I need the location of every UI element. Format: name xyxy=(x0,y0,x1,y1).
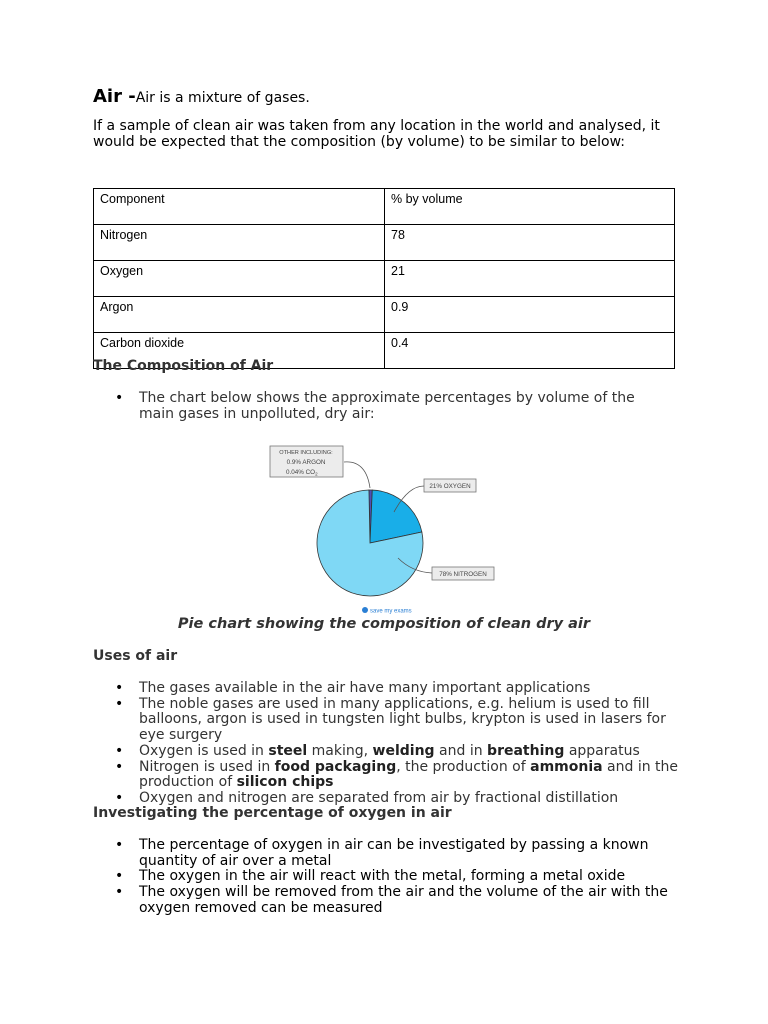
table-row xyxy=(94,261,675,297)
table-cell: Carbon dioxide xyxy=(94,333,385,369)
list-item xyxy=(93,838,673,869)
investigating-heading: Investigating the percentage of oxygen in air xyxy=(93,805,452,821)
title-rest: Air is a mixture of gases. xyxy=(135,90,310,106)
bold-text: food packaging xyxy=(274,758,397,775)
composition-table xyxy=(93,188,675,369)
bullet-icon: • xyxy=(115,695,124,712)
list-item-text: making, xyxy=(307,742,373,759)
list-item-text: The oxygen will be removed from the air and the volume of the air with the oxygen removed can be measured xyxy=(139,884,668,916)
intro-paragraph: If a sample of clean air was taken from any location in the world and analysed, it would be expected that the composition (by volume) to be similar to below: xyxy=(93,118,660,150)
bullet-icon: • xyxy=(115,789,124,806)
bullet-icon: • xyxy=(115,758,124,775)
table-cell: 0.9 xyxy=(385,297,675,333)
uses-list xyxy=(93,681,683,807)
list-item-text: The percentage of oxygen in air can be investigated by passing a known quantity of air over a metal xyxy=(139,837,649,869)
list-item xyxy=(93,744,683,760)
table-cell: 0.4 xyxy=(385,333,675,369)
list-item-text: , the production of xyxy=(396,758,531,775)
list-item-text: Nitrogen is used in xyxy=(139,758,275,775)
list-item-text: Oxygen is used in xyxy=(139,742,269,759)
list-item-text: and in xyxy=(434,742,488,759)
bullet-icon: • xyxy=(115,868,124,885)
other-label-line1: OTHER INCLUDING: xyxy=(279,450,333,456)
bullet-icon: • xyxy=(115,837,124,853)
list-item-text: The chart below shows the approximate percentages by volume of the main gases in unpolluted, dry air: xyxy=(139,390,635,422)
other-label-co: 0.04% CO xyxy=(286,469,316,476)
bold-text: ammonia xyxy=(530,758,603,775)
other-leader-line xyxy=(344,462,370,488)
table-cell: 78 xyxy=(385,225,675,261)
list-item-text: The gases available in the air have many important applications xyxy=(139,680,591,696)
pie-slices xyxy=(317,490,423,596)
bold-text: silicon chips xyxy=(236,774,334,791)
table-row xyxy=(94,225,675,261)
list-item xyxy=(93,885,673,916)
list-item xyxy=(93,760,683,791)
bullet-icon: • xyxy=(115,884,124,901)
bullet-icon: • xyxy=(115,680,124,696)
other-label-sub: 2 xyxy=(315,471,318,477)
composition-heading: The Composition of Air xyxy=(93,358,274,374)
list-item xyxy=(93,869,673,885)
table-header-cell: Component xyxy=(94,189,385,225)
table-header-cell: % by volume xyxy=(385,189,675,225)
table-cell: Nitrogen xyxy=(94,225,385,261)
title-bold: Air - xyxy=(93,86,136,107)
uses-heading: Uses of air xyxy=(93,648,178,664)
watermark-text: save my exams xyxy=(370,608,412,615)
nitrogen-label: 78% NITROGEN xyxy=(439,571,487,578)
bold-text: steel xyxy=(268,742,308,759)
bullet-icon: • xyxy=(115,390,124,406)
list-item-text: and in the production of xyxy=(139,758,679,791)
table-header-row xyxy=(94,189,675,225)
table-row xyxy=(94,297,675,333)
pie-chart xyxy=(262,440,512,618)
list-item xyxy=(93,697,683,744)
other-label-line2: 0.9% ARGON xyxy=(286,459,326,466)
composition-list xyxy=(93,391,673,422)
watermark xyxy=(362,607,412,615)
list-item xyxy=(93,681,683,697)
investigating-list xyxy=(93,838,673,917)
table-cell: Oxygen xyxy=(94,261,385,297)
list-item-text: The noble gases are used in many applications, e.g. helium is used to fill balloons, argon is used in tungsten light bulbs, krypton is used in lasers for eye surgery xyxy=(139,695,666,744)
page-title xyxy=(93,86,310,107)
bullet-icon: • xyxy=(115,742,124,759)
other-callout xyxy=(270,446,370,488)
list-item-text: The oxygen in the air will react with the metal, forming a metal oxide xyxy=(139,868,626,885)
oxygen-label: 21% OXYGEN xyxy=(429,483,471,490)
bold-text: welding xyxy=(372,742,435,759)
watermark-logo-icon xyxy=(362,607,368,613)
list-item-text: Oxygen and nitrogen are separated from air by fractional distillation xyxy=(139,789,619,806)
other-label-line3 xyxy=(286,469,318,477)
bold-text: breathing xyxy=(487,742,565,759)
chart-caption: Pie chart showing the composition of clean dry air xyxy=(177,616,591,632)
list-item xyxy=(93,391,673,422)
table-cell: Argon xyxy=(94,297,385,333)
list-item-text: apparatus xyxy=(564,742,640,759)
table-cell: 21 xyxy=(385,261,675,297)
